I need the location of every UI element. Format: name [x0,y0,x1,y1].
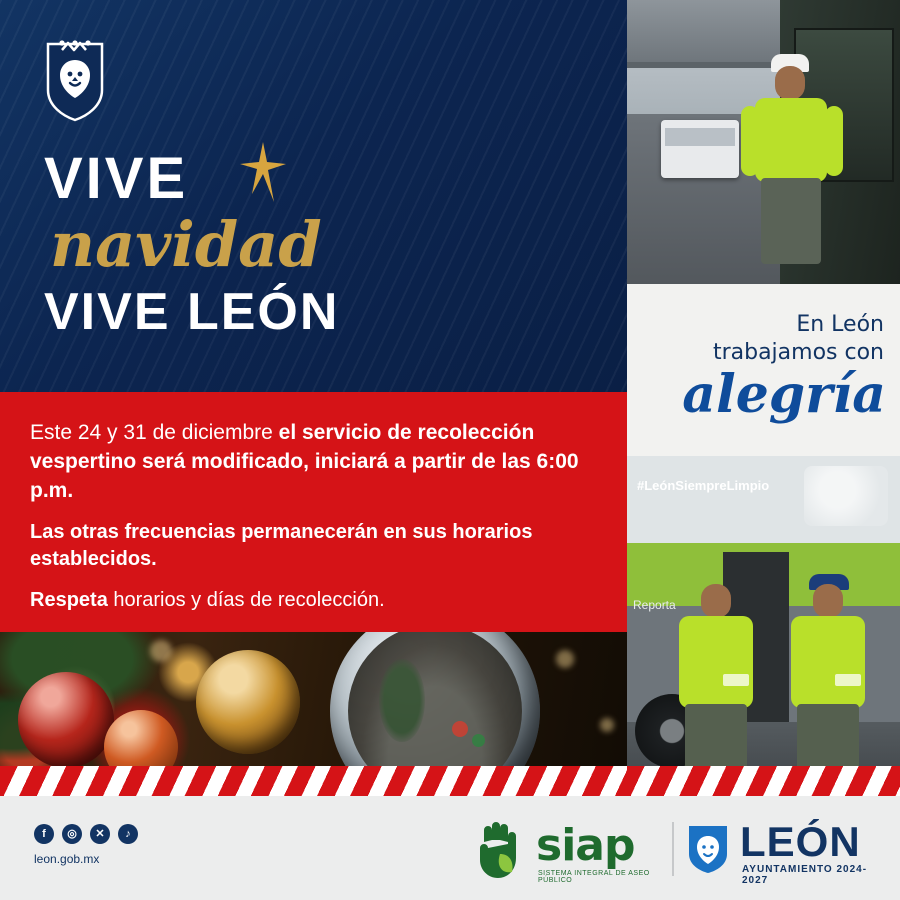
siap-wordmark: siap [536,820,635,871]
worker-head [775,66,805,100]
reflection-red-object [452,721,468,737]
notice-p1-plain: Este 24 y 31 de diciembre [30,421,279,444]
reflection-tree [379,659,424,743]
notice-p1-bold: el servicio de recolección vespertino será modificado, iniciará a partir de las 6:00 p.m. [30,421,579,502]
bokeh-light [556,650,574,668]
reflection-green-object [472,734,485,747]
quote-block [627,284,900,456]
website-link[interactable]: leon.gob.mx [34,852,100,866]
notice-block [0,392,627,632]
notice-paragraph-1 [30,418,597,505]
ornament-red [18,672,114,766]
worker-shirt [755,98,827,182]
photo-worker-truck [627,0,900,284]
bokeh-light [150,640,172,662]
hand-leaf-icon [470,818,532,880]
worker-shirt [791,616,865,708]
siap-tagline: SISTEMA INTEGRAL DE ASEO PÚBLICO [538,870,650,884]
notice-p3-rest: horarios y días de recolección. [107,589,385,611]
bokeh-light [600,718,614,732]
candy-stripe-right [627,766,900,796]
facebook-icon[interactable]: f [34,824,54,844]
ornament-reflection [348,632,522,766]
tiktok-icon[interactable]: ♪ [118,824,138,844]
photo-worker-left [675,574,757,788]
quote-line3: alegría [682,364,886,425]
headline-line2: navidad [50,208,322,281]
worker-head [813,584,843,618]
worker-arm-right [825,106,843,176]
instagram-icon[interactable]: ◎ [62,824,82,844]
worker-shirt [679,616,753,708]
notice-p3-bold: Respeta [30,589,108,611]
candy-stripe-left [0,766,627,796]
lion-crest-icon [42,34,108,122]
quote-line1: En León [796,312,884,337]
photo-reporta-text: Reporta [633,598,676,612]
ornaments-photo [0,632,627,766]
photo-truck-siap-mark [804,466,888,526]
photo-white-van [661,120,739,178]
worker-pants [761,178,821,264]
ornament-mirror-ball [330,632,540,766]
leon-logo [686,818,886,886]
worker-head [701,584,731,618]
notice-paragraph-2 [30,519,597,573]
photo-hashtag: #LeónSiempreLimpio [637,478,770,493]
x-twitter-icon[interactable]: ✕ [90,824,110,844]
worker-logo [723,674,749,686]
footer-bar [0,796,900,900]
siap-logo [470,818,670,884]
ornament-gold [196,650,300,754]
leon-wordmark: LEÓN [740,818,861,865]
social-links[interactable] [34,824,138,844]
worker-logo [835,674,861,686]
photo-worker-right [787,574,869,788]
headline-line3: VIVE LEÓN [44,283,340,341]
photo-two-workers [627,456,900,796]
quote-line2: trabajamos con [712,340,884,365]
notice-p2-text: Las otras frecuencias permanecerán en sus horarios establecidos. [30,521,533,570]
headline-block [44,146,604,341]
headline-line1: VIVE [44,146,189,211]
notice-paragraph-3 [30,587,597,614]
headline-panel [0,0,627,392]
leon-tagline: AYUNTAMIENTO 2024-2027 [742,864,868,886]
photo-worker [749,54,835,264]
lion-shield-icon [686,822,730,874]
footer-divider [672,822,674,876]
